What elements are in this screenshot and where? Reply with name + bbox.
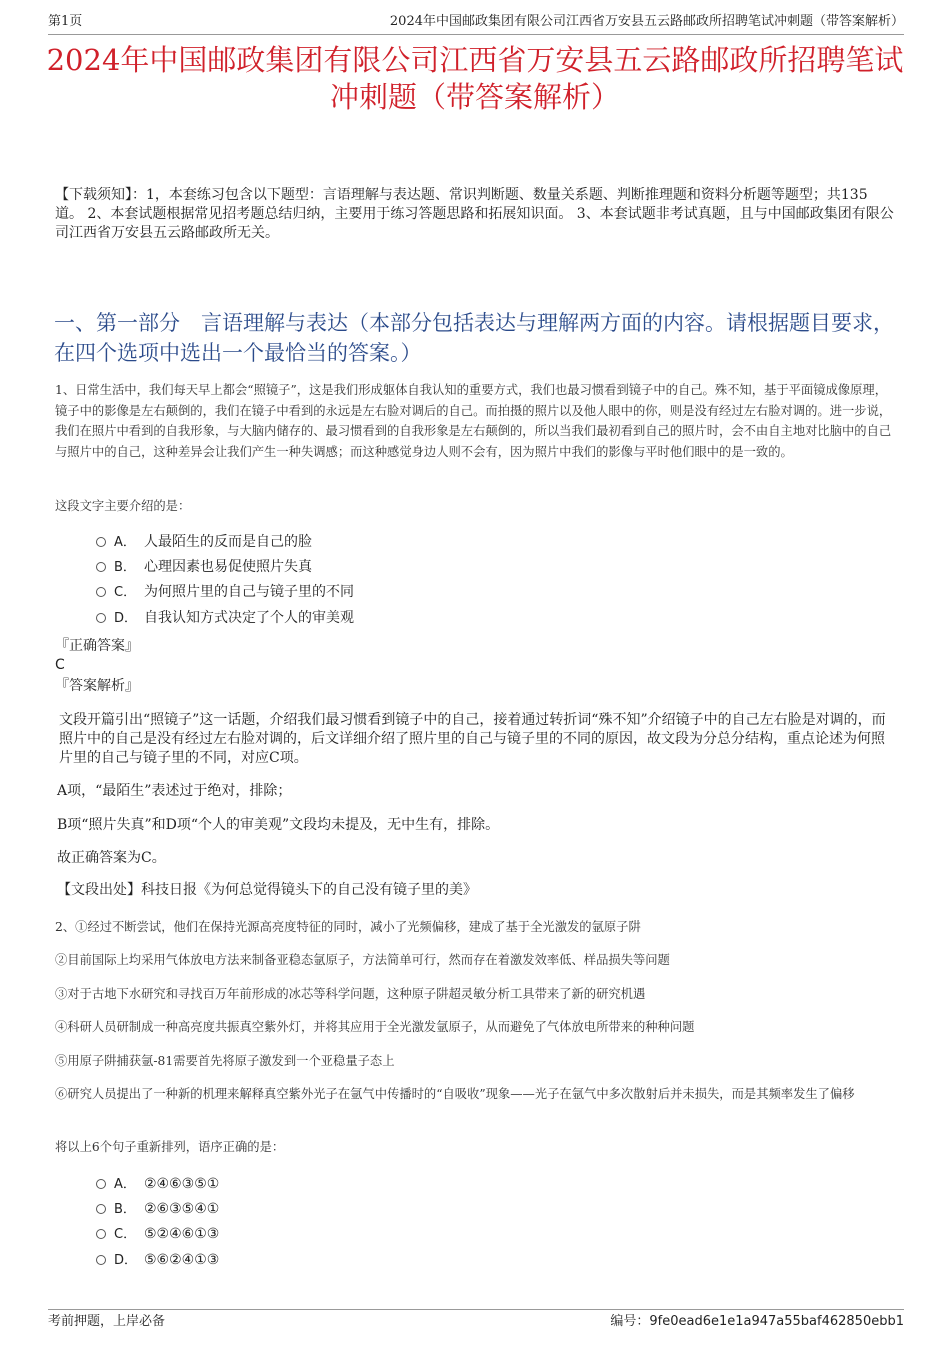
radio-icon[interactable] [96,613,106,623]
header-title: 2024年中国邮政集团有限公司江西省万安县五云路邮政所招聘笔试冲刺题（带答案解析） [389,14,904,29]
q2-option-b[interactable]: B． ②⑥③⑤④① [96,1199,219,1220]
q2-option-a[interactable]: A． ②④⑥③⑤① [96,1174,219,1195]
analysis-paragraph: 文段开篇引出“照镜子”这一话题，介绍我们最习惯看到镜子中的自己，接着通过转折词“殊不知”介绍镜子中的自己左右脸是对调的，而照片中的自己是没有经过左右脸对调的，后文详细介绍了照片里的自己与镜子里的不同的原因，故文段为分总分结构，重点论述为何照片里的自己与镜子里的不同，对应C项。 [59,712,886,766]
q2-prompt: 将以上6个句子重新排列，语序正确的是： [55,1140,285,1154]
q2-sentence: ④科研人员研制成一种高亮度共振真空紫外灯，并将其应用于全光激发氩原子，从而避免了气体放电所带来的种种问题 [55,1020,695,1034]
page-header [48,12,904,35]
radio-icon[interactable] [96,587,106,597]
analysis-label: 『答案解析』 [55,678,139,694]
radio-icon[interactable] [96,1229,106,1239]
footer-serial: 编号：9fe0ead6e1e1a947a55baf462850ebb1 [610,1314,904,1329]
radio-icon[interactable] [96,537,106,547]
q2-sentence: ⑤用原子阱捕获氩-81需要首先将原子激发到一个亚稳量子态上 [55,1054,395,1068]
page-footer [48,1309,904,1330]
radio-icon[interactable] [96,1179,106,1189]
page-number: 第1页 [48,14,83,29]
q2-option-c[interactable]: C． ⑤②④⑥①③ [96,1224,219,1245]
q2-option-d[interactable]: D． ⑤⑥②④①③ [96,1250,219,1271]
radio-icon[interactable] [96,1204,106,1214]
radio-icon[interactable] [96,562,106,572]
q1-text: 1、日常生活中，我们每天早上都会“照镜子”，这是我们形成躯体自我认知的重要方式，我们也最习惯看到镜子中的自己。殊不知，基于平面镜成像原理，镜子中的影像是左右颠倒的，我们在镜子中看到的永远是左右脸对调后的自己。而拍摄的照片以及他人眼中的你，则是没有经过左右脸对调的。进一步说，我们在照片中看到的自我形象，与大脑内储存的、最习惯看到的自我形象是左右颠倒的，所以当我们最初看到自己的照片时，会不由自主地对比脑中的自己与照片中的自己，这种差异会让我们产生一种失调感；而这种感觉身边人则不会有，因为照片中我们的影像与平时他们眼中的是一致的。 [55,383,892,459]
q1-prompt: 这段文字主要介绍的是： [55,499,191,513]
answer-label: 『正确答案』 [55,638,139,654]
section-title: 一、第一部分 言语理解与表达（本部分包括表达与理解两方面的内容。请根据题目要求，在四个选项中选出一个最恰当的答案。） [54,311,894,365]
footer-slogan: 考前押题，上岸必备 [48,1314,166,1329]
q2-sentence: ②目前国际上均采用气体放电方法来制备亚稳态氩原子，方法简单可行，然而存在着激发效率低、样品损失等问题 [55,953,670,967]
q2-sentence: ⑥研究人员提出了一种新的机理来解释真空紫外光子在氩气中传播时的“自吸收”现象——光子在氩气中多次散射后并未损失，而是其频率发生了偏移 [55,1087,855,1101]
q1-option-c[interactable]: C． 为何照片里的自己与镜子里的不同 [96,582,354,603]
q1-option-d[interactable]: D． 自我认知方式决定了个人的审美观 [96,608,354,629]
source-note: 【文段出处】科技日报《为何总觉得镜头下的自己没有镜子里的美》 [57,882,477,898]
analysis-paragraph: 故正确答案为C。 [57,850,166,866]
radio-icon[interactable] [96,1255,106,1265]
document-title: 2024年中国邮政集团有限公司江西省万安县五云路邮政所招聘笔试冲刺题（带答案解析） [46,43,904,114]
q2-sentence: ③对于古地下水研究和寻找百万年前形成的冰芯等科学问题，这种原子阱超灵敏分析工具带来了新的研究机遇 [55,987,646,1001]
analysis-paragraph: B项“照片失真”和D项“个人的审美观”文段均未提及，无中生有，排除。 [57,817,500,833]
download-notice: 【下载须知】：1，本套练习包含以下题型：言语理解与表达题、常识判断题、数量关系题、判断推理题和资料分析题等题型；共135道。 2、本套试题根据常见招考题总结归纳，主要用于练习答题思路和拓展知识面。 3、本套试题非考试真题，且与中国邮政集团有限公司江西省万安县五云路邮政所无关。 [55,187,894,241]
q1-option-a[interactable]: A． 人最陌生的反而是自己的脸 [96,532,312,553]
q1-option-b[interactable]: B． 心理因素也易促使照片失真 [96,557,312,578]
analysis-paragraph: A项，“最陌生”表述过于绝对，排除； [57,783,292,799]
q2-sentence: 2、①经过不断尝试，他们在保持光源高亮度特征的同时，减小了光频偏移，建成了基于全光激发的氩原子阱 [55,920,641,934]
answer-value: C [55,657,65,673]
